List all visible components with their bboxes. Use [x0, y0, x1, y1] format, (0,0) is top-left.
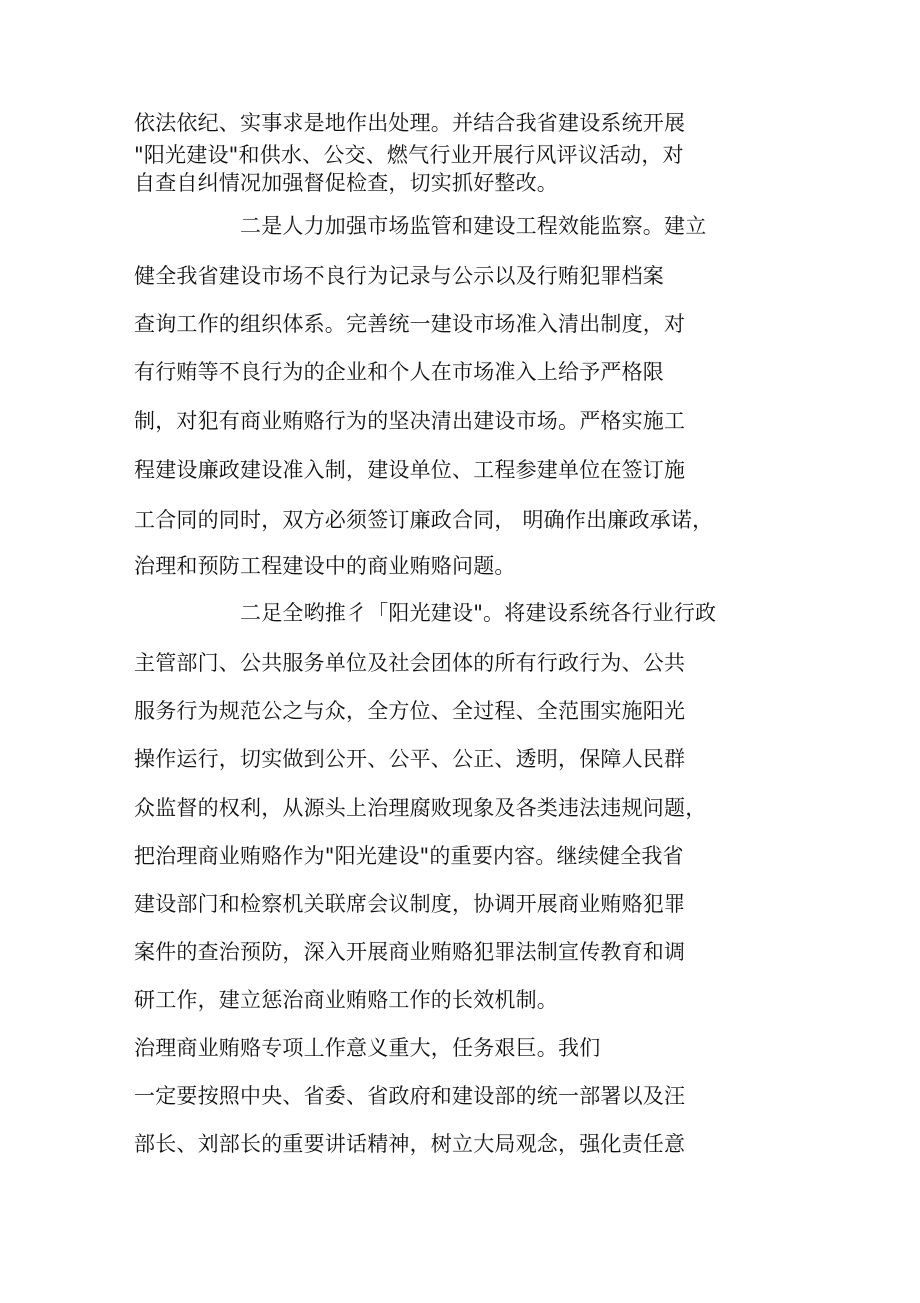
text-line: 查询工作的组织体系。完善统一建设市场准入清出制度，对	[134, 312, 686, 336]
text-line: 操作运行，切实做到公开、公平、公正、透明，保障人民群	[134, 747, 686, 771]
text-line: 服务行为规范公之与众，全方位、全过程、全范围实施阳光	[134, 699, 686, 723]
text-line: 治理和预防工程建设中的商业贿赂问题。	[134, 554, 516, 578]
paragraph-first-line: 二是人力加强市场监管和建设工程效能监察。建立	[240, 214, 707, 238]
text-line: 依法依纪、实事求是地作出处理。并结合我省建设系统开展	[134, 111, 686, 135]
text-line: 部长、刘部长的重要讲话精神，树立大局观念，强化责任意	[134, 1132, 686, 1156]
text-line: 自查自纠情况加强督促检查，切实抓好整改。	[134, 171, 558, 195]
text-line: 工合同的同时，双方必须签订廉政合同， 明确作出廉政承诺，	[134, 508, 714, 532]
text-line: 众监督的权利，从源头上治理腐败现象及各类违法违规问题，	[134, 796, 707, 820]
text-line: 健全我省建设市场不良行为记录与公示以及行贿犯罪档案	[134, 264, 664, 288]
paragraph-first-line: 治理商业贿赂专项丄作意义重大，任务艰巨。我们	[134, 1036, 601, 1060]
paragraph-first-line: 二足全哟推彳「阳光建设"。将建设系统各行业行政	[240, 601, 717, 625]
text-line: "阳光建设"和供水、公交、燃气行业开展行风评议活动，对	[134, 143, 684, 167]
text-line: 把治理商业贿赂作为"阳光建设"的重要内容。继续健全我省	[134, 844, 684, 868]
text-line: 案件的查治预防，深入开展商业贿赂犯罪法制宣传教育和调	[134, 940, 686, 964]
text-line: 建设部门和检察机关联席会议制度，协调开展商业贿赂犯罪	[134, 892, 686, 916]
text-line: 制，对犯有商业贿赂行为的坚决清出建设市场。严格实施工	[134, 409, 686, 433]
text-line: 一定要按照中央、省委、省政府和建设部的统一部署以及汪	[134, 1084, 686, 1108]
text-line: 有行贿等不良行为的企业和个人在市场准入上给予严格限	[134, 360, 664, 384]
text-line: 程建设廉政建设准入制，建设单位、工程参建单位在签订施	[134, 458, 686, 482]
text-line: 研工作，建立惩治商业贿赂工作的长效机制。	[134, 988, 558, 1012]
text-line: 主管部门、公共服务单位及社会团体的所有行政行为、公共	[134, 651, 686, 675]
